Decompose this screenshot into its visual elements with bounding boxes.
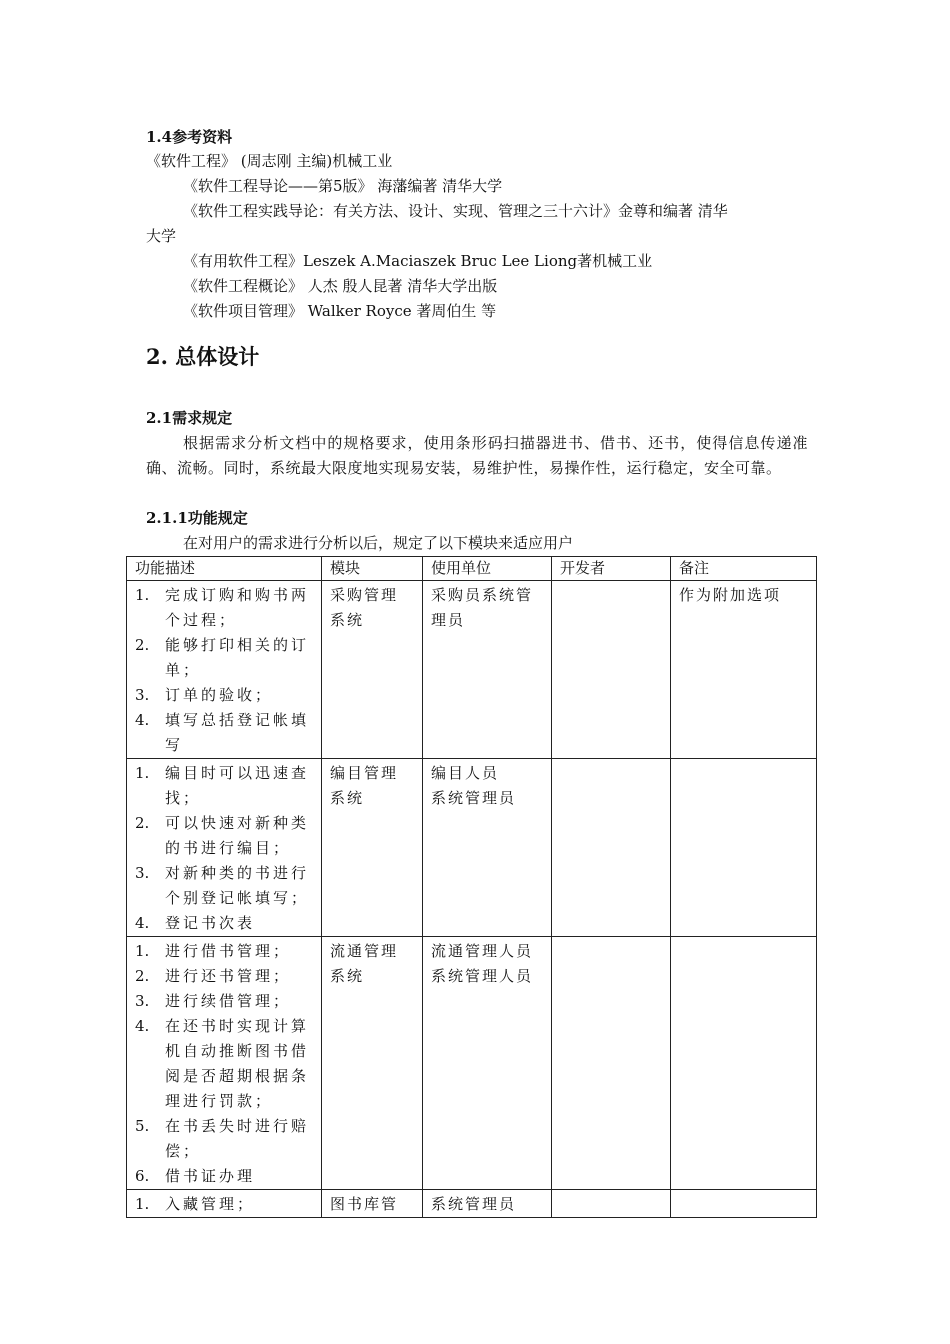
reference-item: 《软件工程实践导论：有关方法、设计、实现、管理之三十六计》金尊和编著 清华 xyxy=(183,202,728,220)
unit-cell: 系统管理员 xyxy=(423,1190,552,1218)
note-cell xyxy=(671,937,817,1190)
function-item: 1. 完成订购和购书两个过程； xyxy=(135,586,310,629)
unit-cell: 采购员系统管理员 xyxy=(423,581,552,759)
function-item: 5. 在书丢失时进行赔偿； xyxy=(135,1117,310,1160)
reference-item-continuation: 大学 xyxy=(146,227,177,245)
unit-cell: 编目人员 系统管理员 xyxy=(423,759,552,937)
function-item: 2. 进行还书管理； xyxy=(135,967,292,985)
function-item: 2. 能够打印相关的订单； xyxy=(135,636,310,679)
function-item: 4. 在还书时实现计算机自动推断图书借阅是否超期根据条理进行罚款； xyxy=(135,1017,310,1110)
function-item: 6. 借书证办理 xyxy=(135,1167,256,1185)
function-item: 2. 可以快速对新种类的书进行编目； xyxy=(135,814,310,857)
function-cell xyxy=(127,1190,322,1218)
subsubsection-heading: 2.1.1功能规定 xyxy=(146,509,248,527)
note-cell: 作为附加选项 xyxy=(671,581,817,759)
function-cell xyxy=(127,937,322,1190)
table-intro: 在对用户的需求进行分析以后，规定了以下模块来适应用户 xyxy=(183,534,574,552)
table-row xyxy=(127,1190,817,1218)
function-item: 3. 对新种类的书进行个别登记帐填写； xyxy=(135,864,310,907)
module-cell: 流通管理系统 xyxy=(322,937,423,1190)
developer-cell xyxy=(552,759,671,937)
reference-item: 《软件项目管理》 Walker Royce 著周伯生 等 xyxy=(183,302,497,320)
function-table xyxy=(126,556,817,1218)
function-item: 4. 登记书次表 xyxy=(135,914,256,932)
developer-cell xyxy=(552,1190,671,1218)
header-module: 模块 xyxy=(322,557,423,581)
subsection-heading: 2.1需求规定 xyxy=(146,409,233,427)
reference-item: 《有用软件工程》Leszek A.Maciaszek Bruc Lee Liong著机械工业 xyxy=(183,252,653,270)
module-cell: 图书库管 xyxy=(322,1190,423,1218)
function-item: 1. 入藏管理； xyxy=(135,1195,256,1213)
function-item: 1. 编目时可以迅速查找； xyxy=(135,764,310,807)
developer-cell xyxy=(552,937,671,1190)
table-row xyxy=(127,581,817,759)
function-cell xyxy=(127,759,322,937)
module-cell: 编目管理系统 xyxy=(322,759,423,937)
developer-cell xyxy=(552,581,671,759)
table-row xyxy=(127,759,817,937)
unit-cell: 流通管理人员 系统管理人员 xyxy=(423,937,552,1190)
note-cell xyxy=(671,1190,817,1218)
module-cell: 采购管理系统 xyxy=(322,581,423,759)
references-heading: 1.4参考资料 xyxy=(146,128,233,146)
header-unit: 使用单位 xyxy=(423,557,552,581)
function-cell xyxy=(127,581,322,759)
table-header-row xyxy=(127,557,817,581)
reference-item: 《软件工程》 (周志刚 主编)机械工业 xyxy=(146,152,393,170)
function-item: 4. 填写总括登记帐填写 xyxy=(135,711,310,754)
note-cell xyxy=(671,759,817,937)
function-item: 3. 进行续借管理； xyxy=(135,992,292,1010)
header-function: 功能描述 xyxy=(127,557,322,581)
function-item: 1. 进行借书管理； xyxy=(135,942,292,960)
function-item: 3. 订单的验收； xyxy=(135,686,274,704)
reference-item: 《软件工程导论——第5版》 海藩编著 清华大学 xyxy=(183,177,503,195)
table-row xyxy=(127,937,817,1190)
requirements-paragraph: 根据需求分析文档中的规格要求，使用条形码扫描器进书、借书、还书，使得信息传递准确、流畅。同时，系统最大限度地实现易安装，易维护性，易操作性，运行稳定，安全可靠。 xyxy=(146,434,808,477)
header-developer: 开发者 xyxy=(552,557,671,581)
header-note: 备注 xyxy=(671,557,817,581)
section-heading: 2. 总体设计 xyxy=(146,344,260,369)
reference-item: 《软件工程概论》 人杰 殷人昆著 清华大学出版 xyxy=(183,277,498,295)
